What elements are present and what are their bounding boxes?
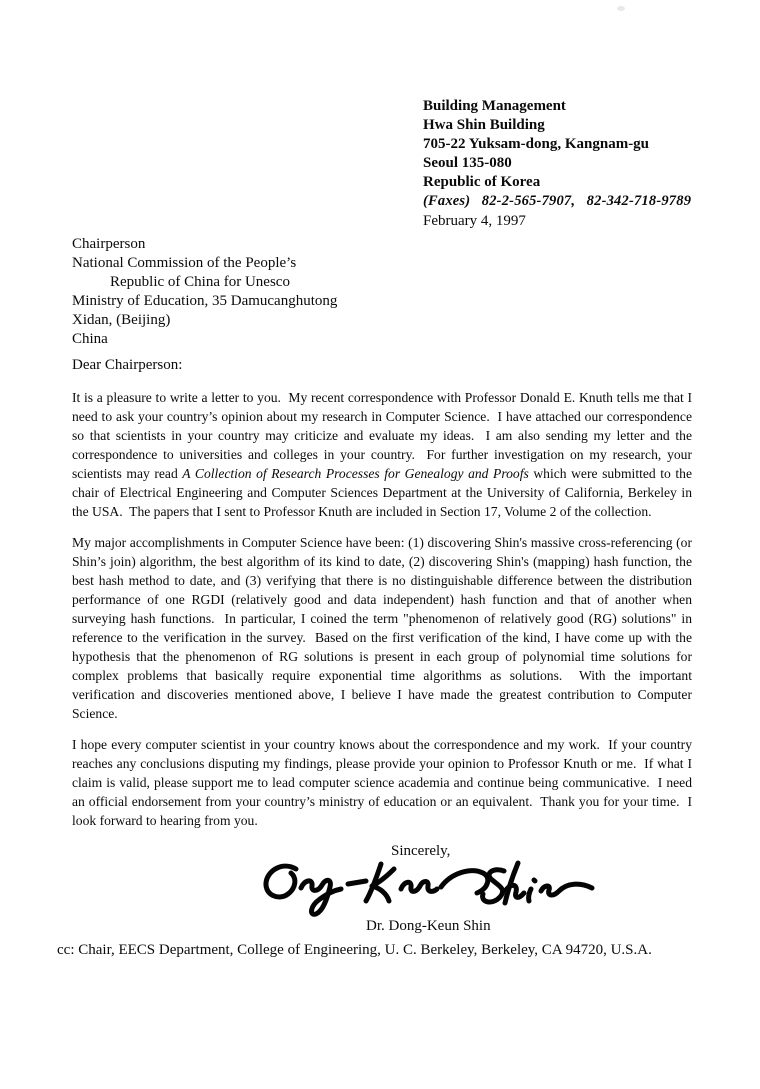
closing-sincerely: Sincerely, bbox=[391, 843, 451, 859]
body-paragraph bbox=[72, 735, 692, 830]
recipient-address-block bbox=[72, 235, 337, 349]
signature-stroke-n bbox=[541, 884, 592, 895]
letter-content bbox=[57, 388, 692, 960]
signature-stroke-i-dot bbox=[534, 880, 535, 881]
recipient-line: Republic of China for Unesco bbox=[110, 274, 290, 290]
signature-stroke-i bbox=[529, 889, 531, 901]
fax-line: (Faxes) 82-2-565-7907, 82-342-718-9789 bbox=[423, 193, 692, 209]
cc-line: cc: Chair, EECS Department, College of Engineering, U. C. Berkeley, Berkeley, CA 94720, U.S.A. bbox=[57, 942, 652, 958]
sender-address-block bbox=[423, 97, 691, 211]
signature-stroke-ong bbox=[301, 880, 341, 914]
italic-title-text: A Collection of Research Processes for Genealogy and Proofs bbox=[182, 466, 529, 481]
paragraph-text: It is a pleasure to write a letter to you. My recent correspondence with Professor Donald E. Knuth tells me that I need to ask your country’s opinion about my research in Computer Science. I have attached our correspondence so that scientists in your country may criticize and evaluate my ideas. I am also sending my letter and the correspondence to universities and colleges in your country. For further investigation on my research, your scientists may read bbox=[72, 390, 692, 481]
signature-stroke-D bbox=[266, 866, 296, 897]
sender-line: Building Management bbox=[423, 98, 566, 114]
recipient-line: Chairperson bbox=[72, 236, 146, 252]
paragraph-text: I hope every computer scientist in your country knows about the correspondence and my work. If your country reaches any conclusions disputing my findings, please provide your opinion to Professor Knuth or me. If what I claim is valid, please support me to lead computer science academia and continue being communicative. I need an official endorsement from your country’s ministry of education or an equivalent. Thank you for your time. I look forward to hearing from you. bbox=[72, 737, 692, 828]
sender-line: 705-22 Yuksam-dong, Kangnam-gu bbox=[423, 136, 650, 152]
letter-body bbox=[72, 388, 692, 830]
recipient-line: China bbox=[72, 331, 108, 347]
signature-stroke-hyphen bbox=[348, 881, 366, 884]
sender-line: Republic of Korea bbox=[423, 174, 541, 190]
paragraph-text: My major accomplishments in Computer Science have been: (1) discovering Shin's massive cross-referencing (or Shin’s join) algorithm, the best algorithm of its kind to date, (2) discovering Shin's (mapping) hash function, the best hash method to date, and (3) verifying that there is no distinguishable difference between the distribution performance of one RGDI (relatively good and data independent) hash function and that of another when surveying hash functions. In particular, I coined the term "phenomenon of relatively good (RG) solutions" in reference to the verification in the survey. Based on the first verification of the kind, I have come up with the hypothesis that the phenomenon of RG solutions is present in each group of polynomial time solutions for complex problems that basically require exponential time algorithms as solutions. With the important verification and discoveries mentioned above, I believe I have made the greatest contribution to Computer Science. bbox=[72, 535, 692, 721]
recipient-line: Xidan, (Beijing) bbox=[72, 312, 171, 328]
paragraph-text: which were submitted to the chair of Electrical Engineering and Computer Sciences Department at the University of California, Berkeley in the USA. The papers that I sent to Professor Knuth are included in Section 17, Volume 2 of the collection. bbox=[72, 466, 692, 519]
signer-name: Dr. Dong-Keun Shin bbox=[366, 918, 491, 934]
handwritten-signature bbox=[260, 857, 600, 921]
sender-line: Hwa Shin Building bbox=[423, 117, 545, 133]
recipient-line: National Commission of the People’s bbox=[72, 255, 297, 271]
date-line: February 4, 1997 bbox=[423, 213, 526, 229]
scan-artifact-dot bbox=[617, 6, 625, 11]
signature-stroke-eun bbox=[401, 882, 437, 892]
body-paragraph bbox=[72, 388, 692, 521]
signature-stroke-swoosh bbox=[441, 871, 488, 893]
recipient-line: Ministry of Education, 35 Damucanghutong bbox=[72, 293, 338, 309]
sender-line: Seoul 135-080 bbox=[423, 155, 512, 171]
salutation: Dear Chairperson: bbox=[72, 357, 183, 373]
body-paragraph bbox=[72, 533, 692, 723]
